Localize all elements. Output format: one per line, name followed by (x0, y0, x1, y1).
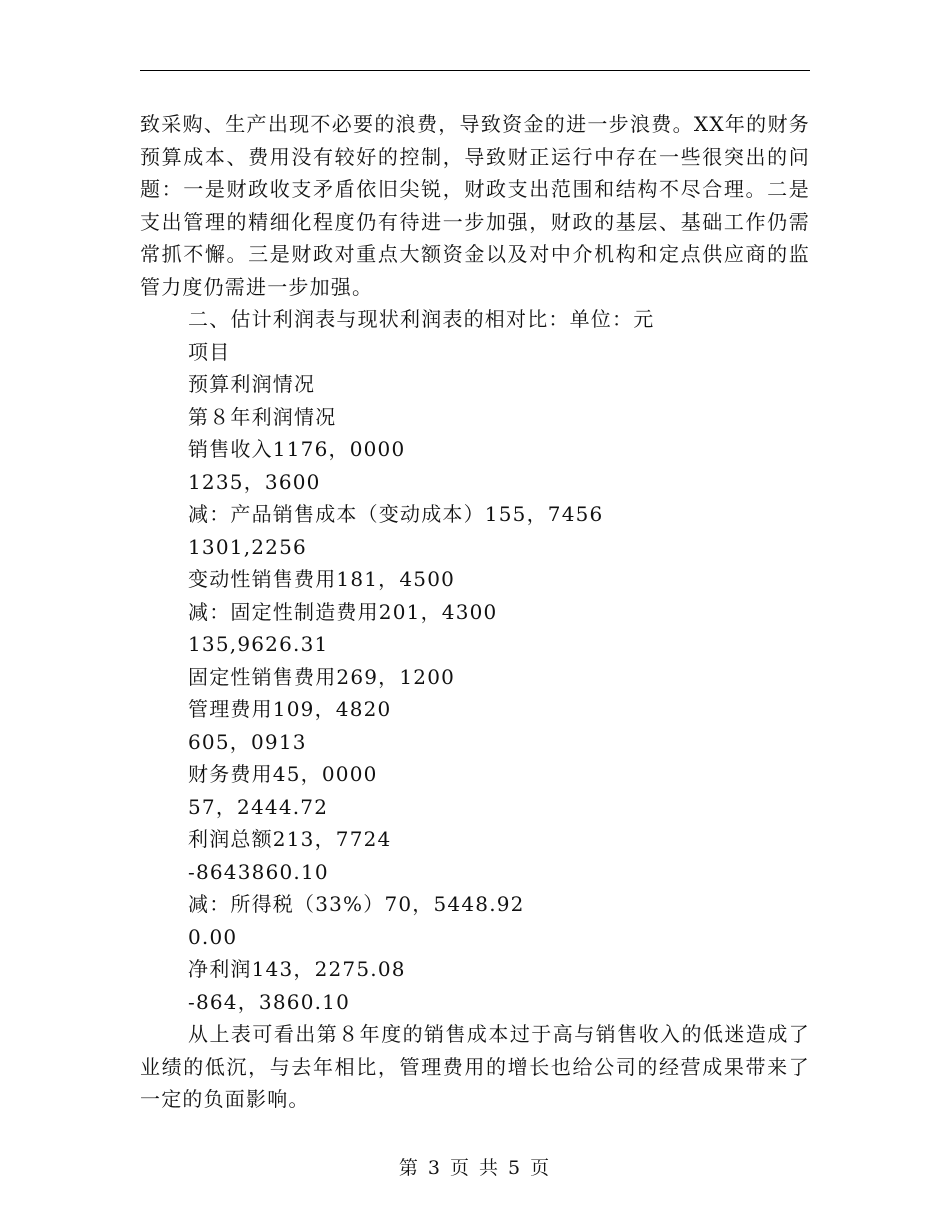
table-line: -864，3860.10 (188, 989, 351, 1014)
body-paragraph-2: 从上表可看出第８年度的销售成本过于高与销售收入的低迷造成了业绩的低沉，与去年相比，管理费用的增长也给公司的经营成果带来了一定的负面影响。 (140, 1022, 810, 1111)
table-line: 第８年利润情况 (188, 404, 337, 429)
table-line: 605，0913 (188, 729, 307, 754)
table-line: 固定性销售费用269，1200 (188, 664, 456, 689)
section-heading: 二、估计利润表与现状利润表的相对比：单位：元 (188, 307, 655, 331)
table-line: 利润总额213，7724 (188, 827, 392, 851)
table-line: 财务费用45，0000 (188, 762, 378, 786)
table-line: 项目 (188, 339, 231, 364)
table-line: 135,9626.31 (188, 632, 329, 656)
table-line: 减：所得税（33%）70，5448.92 (188, 892, 525, 916)
table-line: 变动性销售费用181，4500 (188, 567, 456, 591)
body-paragraph-1: 致采购、生产出现不必要的浪费，导致资金的进一步浪费。XX年的财务预算成本、费用没有较好的控制，导致财正运行中存在一些很突出的问题：一是财政收支矛盾依旧尖锐，财政支出范围和结构不尽合理。二是支出管理的精细化程度仍有待进一步加强，财政的基层、基础工作仍需常抓不懈。三是财政对重点大额资金以及对中介机构和定点供应商的监管力度仍需进一步加强。 (140, 112, 810, 299)
table-line: 管理费用109，4820 (188, 697, 392, 721)
document-body (140, 108, 810, 1116)
table-line: 57，2444.72 (188, 794, 329, 819)
table-line: 销售收入1176，0000 (188, 437, 406, 461)
profit-table-lines (140, 336, 810, 1019)
table-line: 减：固定性制造费用201，4300 (188, 599, 498, 624)
table-line: 净利润143，2275.08 (188, 957, 406, 981)
header-rule (140, 70, 810, 71)
page-number: 第 3 页 共 5 页 (398, 1157, 552, 1179)
table-line: 0.00 (188, 924, 238, 949)
table-line: 预算利润情况 (188, 372, 316, 396)
table-line: -8643860.10 (188, 859, 329, 884)
table-line: 1235，3600 (188, 469, 321, 494)
table-line: 减：产品销售成本（变动成本）155，7456 (188, 502, 604, 526)
table-line: 1301,2256 (188, 534, 307, 559)
